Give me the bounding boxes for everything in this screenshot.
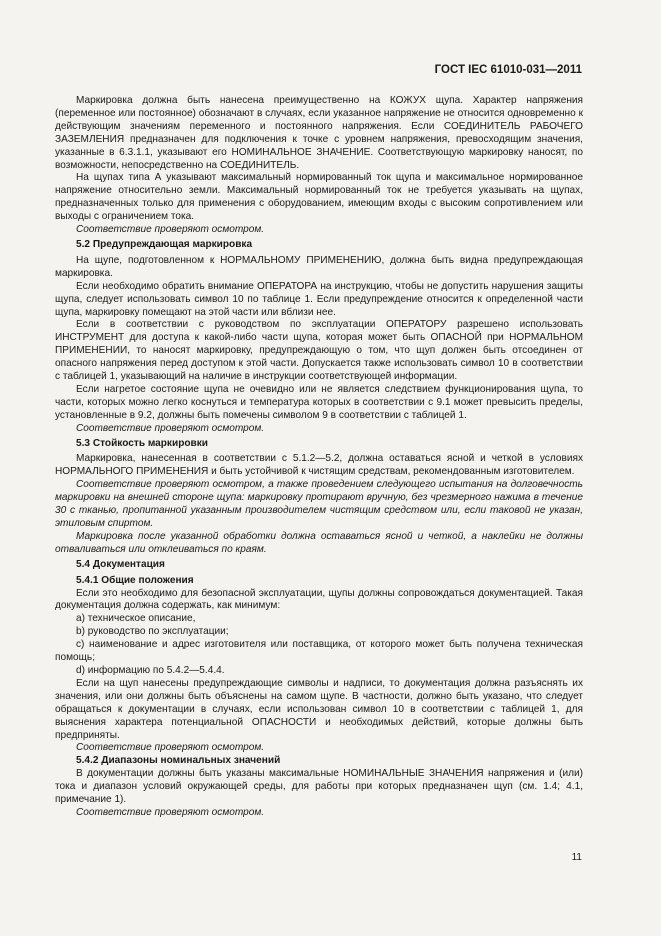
section-heading-5-4: 5.4 Документация <box>76 558 165 570</box>
paragraph: Если необходимо обратить внимание ОПЕРАТОРА на инструкцию, чтобы не допустить нарушения защиты щупа, следует использовать символ 10 по таблице 1. Если предупреждение относится к определенной части щупа, маркировку помещают на этой части или вблизи нее. <box>55 280 583 318</box>
paragraph: На щупах типа А указывают максимальный нормированный ток щупа и максимальное нормированное напряжение относительно земли. Максимальный нормированный ток не требуется указывать на щупах, предназначенных только для применения с оборудованием, имеющим входы с высоким сопротивлением или выходы с ограничением тока. <box>55 172 583 223</box>
paragraph: Если в соответствии с руководством по эксплуатации ОПЕРАТОРУ разрешено использовать ИНСТРУМЕНТ для доступа к какой-либо части щупа, которая может быть ОПАСНОЙ при НОРМАЛЬНОМ ПРИМЕНЕНИИ, то наносят маркировку, предупреждающую о том, что щуп должен быть отсоединен от опасного напряжения перед доступом к этой части. Допускается также использовать символ 10 в соответствии с таблицей 1, указывающий на наличие в инструкции соответствующей информации. <box>55 319 583 383</box>
paragraph: Если это необходимо для безопасной эксплуатации, щупы должны сопровождаться документацией. Такая документация должна содержать, как минимум: <box>55 587 583 612</box>
paragraph: Маркировка после указанной обработки должна оставаться ясной и четкой, а наклейки не должны отваливаться или отклеиваться по краям. <box>55 530 583 555</box>
paragraph: Если нагретое состояние щупа не очевидно или не является следствием функционирования щупа, то части, которых можно легко коснуться и температура которых в соответствии с 9.1 может превысить пределы, установленные в 9.2, должны быть помечены символом 9 в соответствии с таблицей 1. <box>55 383 583 421</box>
section-heading-5-3: 5.3 Стойкость маркировки <box>76 437 208 449</box>
subsection-heading-5-4-2: 5.4.2 Диапазоны номинальных значений <box>76 755 281 767</box>
page-number: 11 <box>571 852 582 863</box>
list-item: d) информацию по 5.4.2—5.4.4. <box>76 664 225 676</box>
list-item: a) техническое описание, <box>76 613 196 625</box>
document-body <box>55 95 583 820</box>
compliance-note: Соответствие проверяют осмотром. <box>76 422 265 434</box>
list-item: b) руководство по эксплуатации; <box>76 626 229 638</box>
paragraph: На щупе, подготовленном к НОРМАЛЬНОМУ ПРИМЕНЕНИЮ, должна быть видна предупреждающая маркировка. <box>55 254 583 279</box>
paragraph: Маркировка, нанесенная в соответствии с 5.1.2—5.2, должна оставаться ясной и четкой в условиях НОРМАЛЬНОГО ПРИМЕНЕНИЯ и быть устойчивой к чистящим средствам, рекомендованным изготовителем. <box>55 453 583 478</box>
subsection-heading-5-4-1: 5.4.1 Общие положения <box>76 574 194 586</box>
compliance-note: Соответствие проверяют осмотром, а также проведением следующего испытания на долговечность маркировки на внешней стороне щупа: маркировку протирают вручную, без чрезмерного нажима в течение 30 с тканью, пропитанной указанным производителем чистящим средством или, если таковой не указан, этиловым спиртом. <box>55 479 583 529</box>
paragraph: В документации должны быть указаны максимальные НОМИНАЛЬНЫЕ ЗНАЧЕНИЯ напряжения и (или) тока и диапазон условий окружающей среды, для работы при которых предназначен щуп (см. 1.4; 4.1, примечание 1). <box>55 768 583 806</box>
compliance-note: Соответствие проверяют осмотром. <box>76 224 265 236</box>
paragraph: Если на щуп нанесены предупреждающие символы и надписи, то документация должна разъяснять их значения, или они должны быть объяснены на самом щупе. В частности, должно быть указано, что следует обращаться к документации в случаях, если использован символ 10 в соответствии с таблицей 1, для выяснения характера потенциальной ОПАСНОСТИ и необходимых действий, которые должны быть предприняты. <box>55 677 583 741</box>
section-heading-5-2: 5.2 Предупреждающая маркировка <box>76 238 253 250</box>
document-header: ГОСТ IEC 61010-031—2011 <box>434 64 582 76</box>
paragraph: Маркировка должна быть нанесена преимущественно на КОЖУХ щупа. Характер напряжения (переменное или постоянное) обозначают в случаях, если указанное напряжение не относится одновременно к действующим значениям переменного и постоянного напряжения. Если СОЕДИНИТЕЛЬ РАБОЧЕГО ЗАЗЕМЛЕНИЯ предназначен для подключения к точке с уровнем напряжения, превосходящим значения, указанные в 6.3.1.1, указывают его НОМИНАЛЬНОЕ ЗНАЧЕНИЕ. Соответствующую маркировку наносят, по возможности, непосредственно на СОЕДИНИТЕЛЬ. <box>55 95 583 171</box>
compliance-note: Соответствие проверяют осмотром. <box>76 742 265 754</box>
compliance-note: Соответствие проверяют осмотром. <box>76 806 265 818</box>
list-item: c) наименование и адрес изготовителя или поставщика, от которого может быть получена техническая помощь; <box>55 639 583 664</box>
